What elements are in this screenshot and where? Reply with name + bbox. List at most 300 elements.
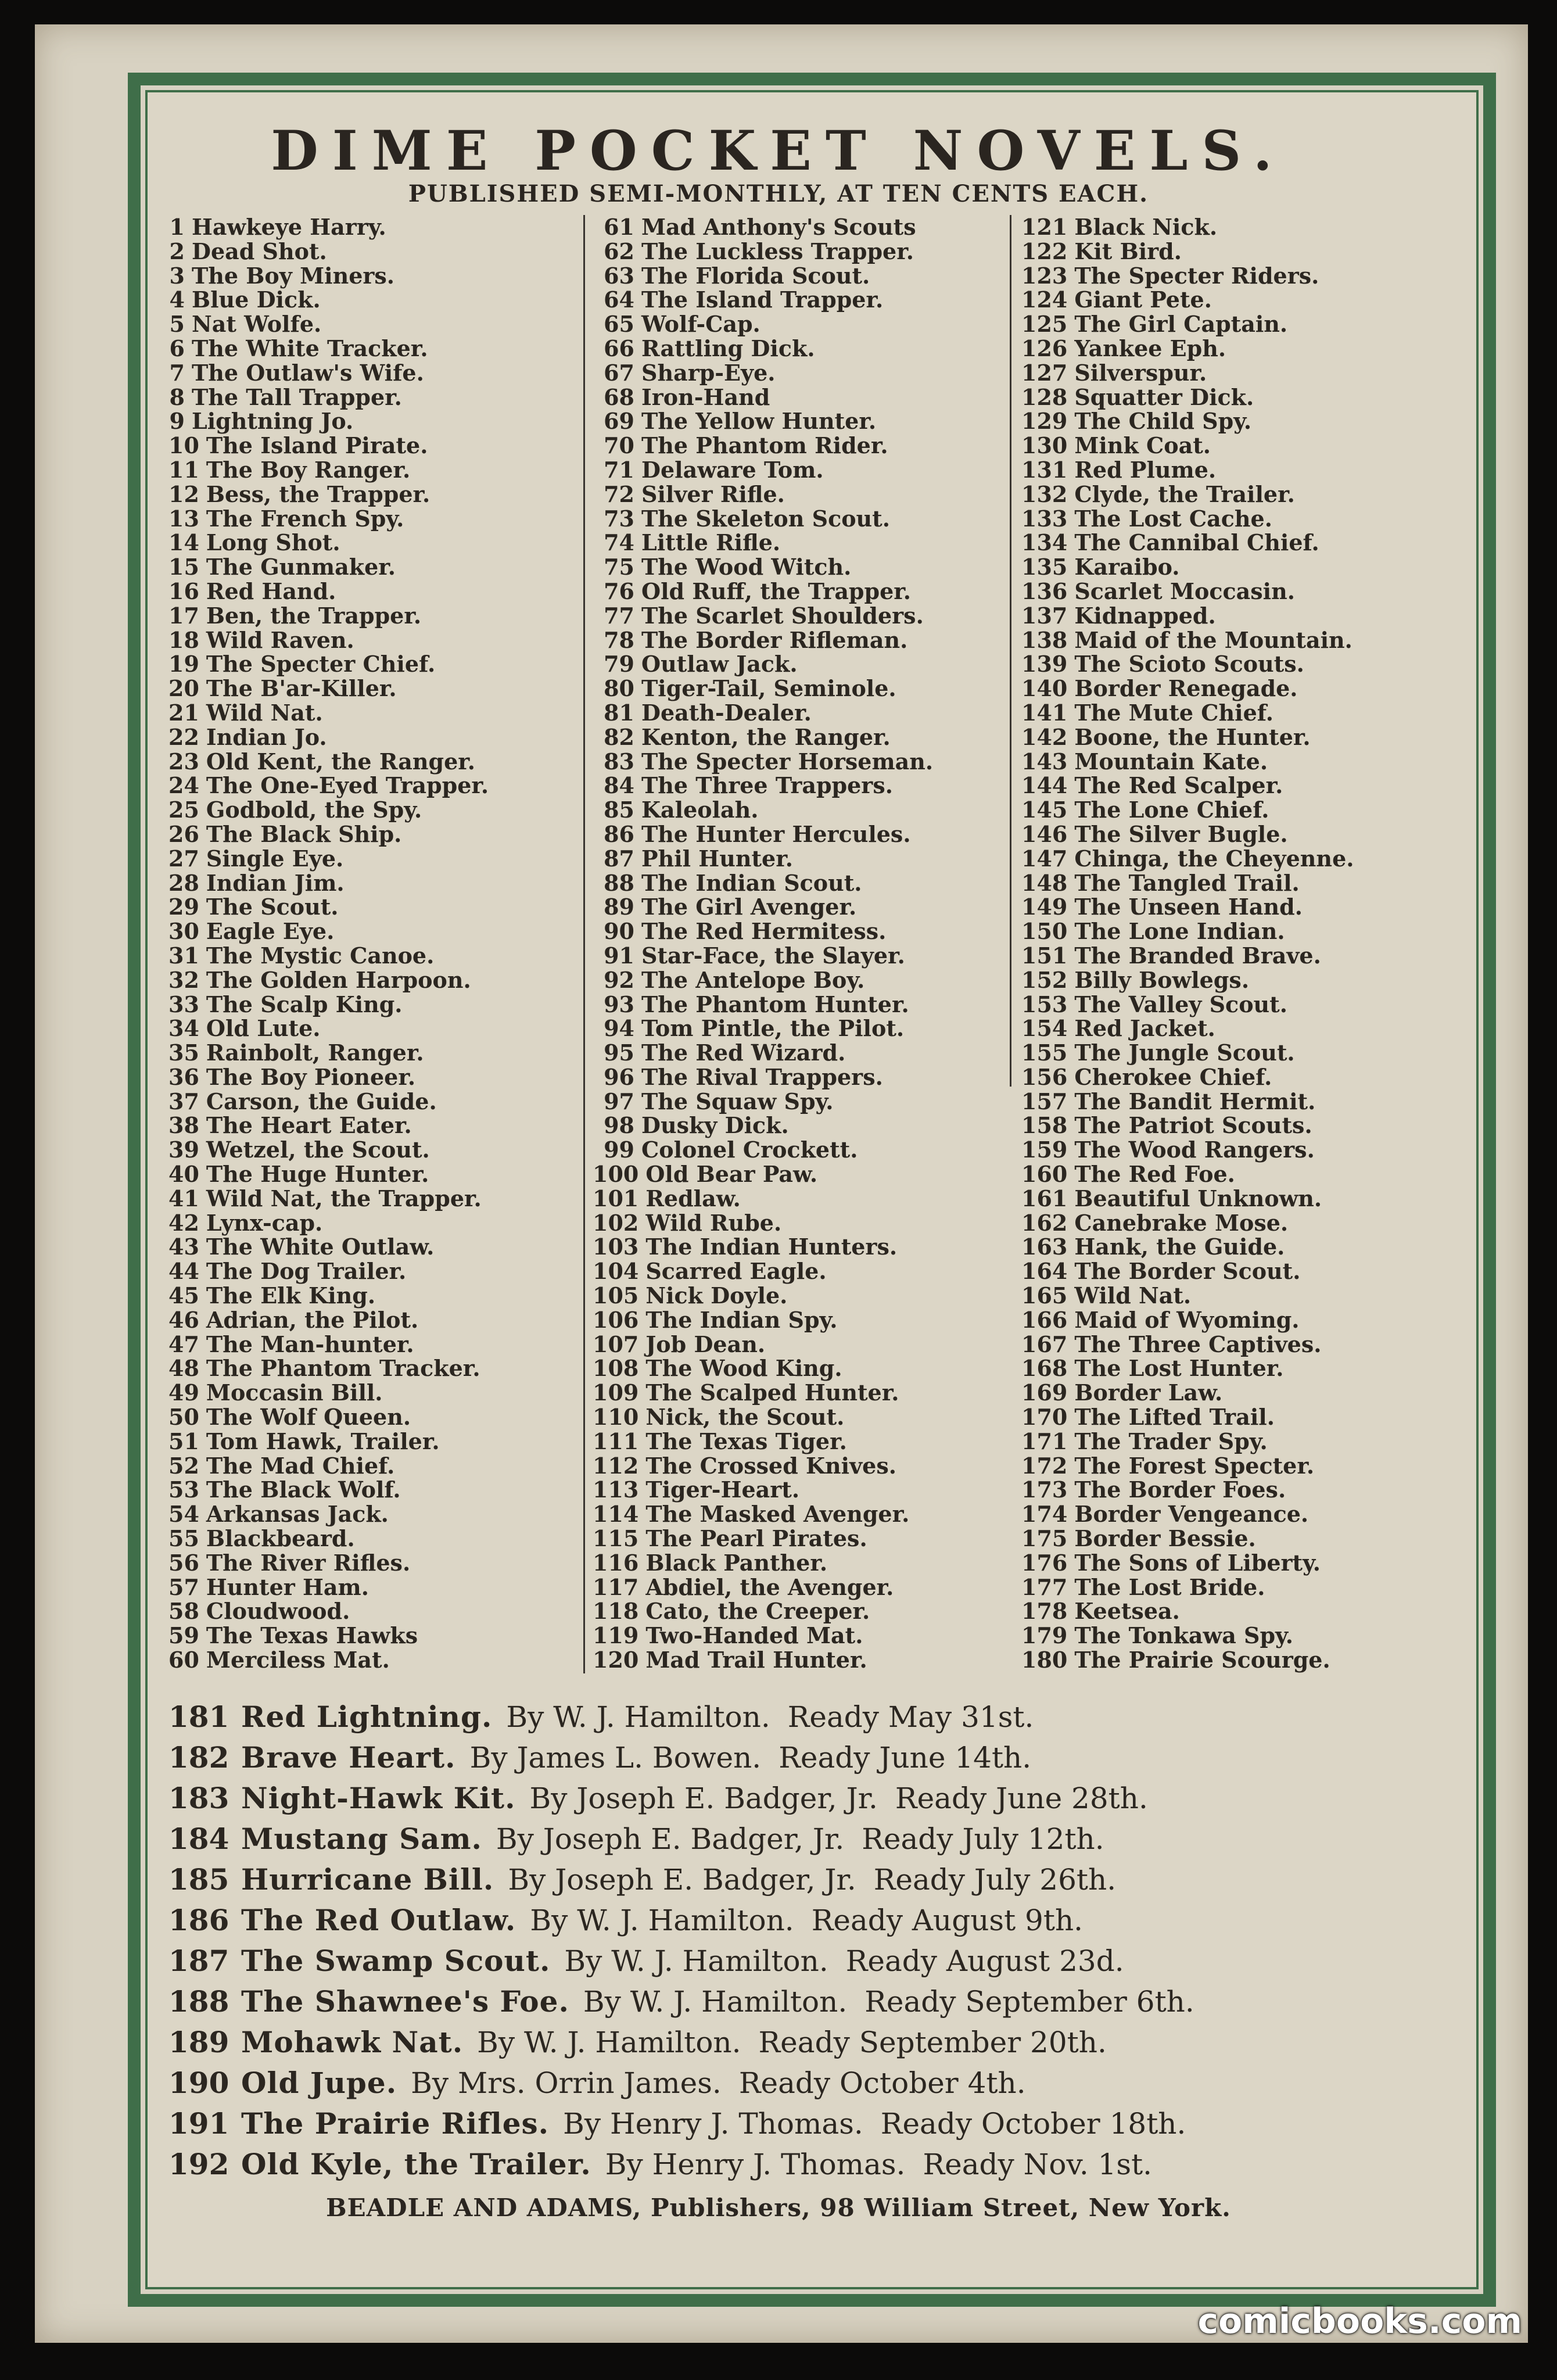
- list-item: [1021, 1187, 1354, 1211]
- list-item: [168, 676, 489, 701]
- item-number: 27: [168, 845, 199, 872]
- list-item: [593, 1089, 933, 1114]
- list-item: [593, 482, 933, 507]
- item-title: The One-Eyed Trapper.: [206, 772, 489, 799]
- list-item: [593, 628, 933, 653]
- forthcoming-item: [168, 2063, 1194, 2103]
- item-title: The Scalp King.: [206, 991, 403, 1017]
- forthcoming-author: By W. J. Hamilton.: [583, 1985, 848, 2019]
- forthcoming-ready-date: Ready August 9th.: [811, 1904, 1084, 1937]
- item-number: 162: [1021, 1209, 1068, 1236]
- item-title: Star-Face, the Slayer.: [641, 942, 905, 969]
- item-title: Silverspur.: [1074, 359, 1207, 386]
- item-title: Wild Raven.: [206, 626, 354, 653]
- forthcoming-number: 184: [168, 1822, 229, 1856]
- list-item: [168, 1138, 489, 1162]
- list-item: [168, 1332, 489, 1357]
- item-number: 97: [604, 1088, 634, 1114]
- list-item: [168, 1089, 489, 1114]
- list-item: [1021, 701, 1354, 725]
- item-title: Redlaw.: [645, 1185, 741, 1211]
- forthcoming-item: [168, 2103, 1194, 2144]
- list-item: [1021, 773, 1354, 798]
- item-title: Wolf-Cap.: [641, 311, 760, 338]
- list-item: [168, 798, 489, 822]
- item-number: 176: [1021, 1549, 1068, 1576]
- item-title: The Border Scout.: [1074, 1258, 1301, 1285]
- list-item: [1021, 1551, 1354, 1575]
- item-number: 99: [604, 1137, 634, 1163]
- item-title: Billy Bowlegs.: [1074, 966, 1250, 993]
- item-title: Nat Wolfe.: [192, 311, 322, 338]
- item-number: 12: [168, 481, 199, 507]
- item-title: The Wolf Queen.: [206, 1404, 411, 1431]
- item-title: Cloudwood.: [206, 1598, 350, 1625]
- list-item: [1021, 725, 1354, 750]
- list-item: [593, 847, 933, 871]
- item-title: The Girl Avenger.: [641, 894, 857, 920]
- forthcoming-number: 182: [168, 1740, 229, 1775]
- item-title: Karaibo.: [1074, 554, 1180, 580]
- item-title: Single Eye.: [206, 845, 344, 872]
- item-number: 69: [604, 408, 634, 435]
- list-item: [1021, 1575, 1354, 1600]
- item-number: 140: [1021, 675, 1068, 702]
- item-number: 167: [1021, 1331, 1068, 1357]
- item-title: The Scarlet Shoulders.: [641, 602, 924, 629]
- item-title: Adrian, the Pilot.: [206, 1306, 419, 1333]
- item-number: 31: [168, 942, 199, 969]
- item-number: 125: [1021, 311, 1068, 338]
- item-title: Blue Dick.: [192, 286, 321, 313]
- item-title: The French Spy.: [206, 505, 404, 532]
- item-number: 92: [604, 966, 634, 993]
- item-number: 29: [168, 894, 199, 920]
- item-title: Rainbolt, Ranger.: [206, 1040, 424, 1066]
- item-title: Scarlet Moccasin.: [1074, 578, 1295, 604]
- item-number: 32: [168, 966, 199, 993]
- item-title: Old Kent, the Ranger.: [206, 748, 476, 775]
- forthcoming-number: 192: [168, 2147, 229, 2181]
- item-title: The Phantom Tracker.: [206, 1355, 480, 1382]
- item-title: Giant Pete.: [1074, 286, 1212, 313]
- item-title: Hank, the Guide.: [1074, 1234, 1285, 1260]
- list-item: [593, 725, 933, 750]
- item-title: The Three Trappers.: [641, 772, 893, 799]
- item-number: 26: [168, 820, 199, 847]
- forthcoming-ready-date: Ready August 23d.: [845, 1944, 1124, 1978]
- item-title: Mountain Kate.: [1074, 748, 1268, 775]
- item-title: The Girl Captain.: [1074, 311, 1288, 338]
- forthcoming-title: Hurricane Bill.: [241, 1862, 494, 1897]
- item-title: Old Ruff, the Trapper.: [641, 578, 912, 604]
- list-item: [593, 944, 933, 968]
- item-number: 127: [1021, 359, 1068, 386]
- item-number: 45: [168, 1282, 199, 1309]
- item-title: The Border Foes.: [1074, 1476, 1286, 1503]
- forthcoming-number: 183: [168, 1781, 229, 1815]
- list-item: [593, 701, 933, 725]
- list-item: [593, 433, 933, 458]
- forthcoming-author: By Joseph E. Badger, Jr.: [496, 1822, 845, 1856]
- item-number: 152: [1021, 966, 1068, 993]
- list-item: [168, 992, 489, 1017]
- item-title: Old Lute.: [206, 1015, 321, 1042]
- item-title: Indian Jim.: [206, 869, 345, 896]
- item-title: The Unseen Hand.: [1074, 894, 1303, 920]
- item-title: Red Hand.: [206, 578, 336, 604]
- list-item: [593, 1454, 933, 1478]
- list-item: [593, 1284, 933, 1308]
- item-title: Wild Nat.: [206, 699, 323, 726]
- forthcoming-title: The Prairie Rifles.: [241, 2106, 550, 2141]
- list-column-2: [593, 215, 933, 1672]
- list-item: [1021, 288, 1354, 312]
- item-title: Boone, the Hunter.: [1074, 723, 1311, 750]
- list-item: [593, 676, 933, 701]
- list-item: [168, 773, 489, 798]
- item-number: 37: [168, 1088, 199, 1114]
- list-item: [1021, 531, 1354, 555]
- item-title: The Border Rifleman.: [641, 626, 908, 653]
- item-title: Abdiel, the Avenger.: [645, 1573, 894, 1600]
- item-number: 84: [604, 772, 634, 799]
- item-title: The Texas Hawks: [206, 1622, 418, 1649]
- list-item: [168, 1599, 489, 1623]
- forthcoming-title: Mohawk Nat.: [241, 2025, 464, 2059]
- item-number: 118: [593, 1598, 639, 1625]
- list-item: [168, 1041, 489, 1065]
- item-number: 64: [604, 286, 634, 313]
- item-number: 120: [593, 1647, 639, 1673]
- item-number: 109: [593, 1379, 639, 1406]
- item-title: The Rival Trappers.: [641, 1063, 883, 1090]
- list-item: [593, 1332, 933, 1357]
- item-title: Mink Coat.: [1074, 432, 1211, 459]
- item-number: 143: [1021, 748, 1068, 775]
- forthcoming-item: [168, 1778, 1194, 1819]
- list-item: [593, 1113, 933, 1138]
- forthcoming-title: The Shawnee's Foe.: [241, 1984, 569, 2019]
- item-number: 3: [169, 262, 185, 289]
- list-item: [1021, 1405, 1354, 1429]
- list-item: [1021, 1162, 1354, 1187]
- list-item: [593, 1041, 933, 1065]
- item-number: 65: [604, 311, 634, 338]
- item-title: The Phantom Hunter.: [641, 991, 909, 1017]
- item-title: Red Jacket.: [1074, 1015, 1215, 1042]
- item-number: 139: [1021, 651, 1068, 678]
- item-title: The Lifted Trail.: [1074, 1404, 1275, 1431]
- list-item: [593, 531, 933, 555]
- item-number: 47: [168, 1331, 199, 1357]
- item-number: 56: [168, 1549, 199, 1576]
- item-number: 107: [593, 1331, 639, 1357]
- item-number: 175: [1021, 1525, 1068, 1552]
- list-item: [168, 1478, 489, 1502]
- list-item: [1021, 1526, 1354, 1551]
- list-item: [593, 919, 933, 944]
- list-item: [593, 1308, 933, 1332]
- item-title: The Tall Trapper.: [192, 383, 402, 410]
- item-number: 101: [593, 1185, 639, 1211]
- forthcoming-number: 188: [168, 1984, 229, 2019]
- item-number: 61: [604, 214, 634, 240]
- item-title: Outlaw Jack.: [641, 651, 798, 678]
- item-title: Long Shot.: [206, 529, 340, 556]
- item-title: Cato, the Creeper.: [645, 1598, 870, 1625]
- list-item: [1021, 968, 1354, 992]
- list-item: [593, 652, 933, 676]
- item-number: 131: [1021, 456, 1068, 483]
- list-item: [1021, 1138, 1354, 1162]
- item-title: The Boy Ranger.: [206, 456, 411, 483]
- forthcoming-ready-date: Ready July 12th.: [862, 1822, 1104, 1856]
- item-number: 66: [604, 335, 634, 361]
- list-item: [593, 264, 933, 288]
- item-title: Wild Rube.: [645, 1209, 782, 1236]
- list-item: [593, 1429, 933, 1454]
- item-title: Delaware Tom.: [641, 456, 824, 483]
- item-number: 59: [168, 1622, 199, 1649]
- forthcoming-item: [168, 1941, 1194, 1981]
- list-item: [168, 944, 489, 968]
- item-number: 88: [604, 869, 634, 896]
- list-item: [593, 215, 933, 239]
- item-title: Hawkeye Harry.: [192, 214, 386, 240]
- item-title: The Gunmaker.: [206, 554, 396, 580]
- forthcoming-author: By W. J. Hamilton.: [564, 1944, 828, 1978]
- item-number: 137: [1021, 602, 1068, 629]
- list-item: [168, 1113, 489, 1138]
- item-number: 11: [168, 456, 199, 483]
- forthcoming-title: Brave Heart.: [241, 1740, 456, 1775]
- list-item: [168, 1623, 489, 1648]
- item-title: Tom Pintle, the Pilot.: [641, 1015, 905, 1042]
- list-item: [593, 773, 933, 798]
- list-item: [168, 1259, 489, 1284]
- list-item: [593, 1065, 933, 1089]
- forthcoming-number: 189: [168, 2025, 229, 2059]
- item-number: 15: [168, 554, 199, 580]
- item-number: 60: [168, 1647, 199, 1673]
- item-number: 156: [1021, 1063, 1068, 1090]
- list-item: [168, 847, 489, 871]
- list-item: [593, 1526, 933, 1551]
- item-number: 148: [1021, 869, 1068, 896]
- list-item: [1021, 1016, 1354, 1041]
- item-number: 70: [604, 432, 634, 459]
- item-number: 10: [168, 432, 199, 459]
- list-item: [1021, 239, 1354, 264]
- item-number: 121: [1021, 214, 1068, 240]
- item-number: 144: [1021, 772, 1068, 799]
- item-number: 57: [168, 1573, 199, 1600]
- item-number: 33: [168, 991, 199, 1017]
- item-number: 178: [1021, 1598, 1068, 1625]
- item-title: Merciless Mat.: [206, 1647, 390, 1673]
- list-item: [168, 239, 489, 264]
- item-title: The Florida Scout.: [641, 262, 870, 289]
- list-item: [593, 968, 933, 992]
- list-item: [168, 1648, 489, 1672]
- item-number: 81: [604, 699, 634, 726]
- list-column-1: [168, 215, 489, 1672]
- item-title: Death-Dealer.: [641, 699, 812, 726]
- list-item: [168, 871, 489, 895]
- item-title: The Golden Harpoon.: [206, 966, 471, 993]
- list-item: [168, 1526, 489, 1551]
- item-number: 95: [604, 1040, 634, 1066]
- item-number: 161: [1021, 1185, 1068, 1211]
- item-title: Silver Rifle.: [641, 481, 785, 507]
- item-number: 38: [168, 1112, 199, 1139]
- item-title: Old Bear Paw.: [645, 1161, 818, 1188]
- list-item: [168, 895, 489, 919]
- list-item: [168, 1502, 489, 1526]
- forthcoming-author: By Henry J. Thomas.: [605, 2148, 906, 2181]
- item-title: Canebrake Mose.: [1074, 1209, 1289, 1236]
- item-title: The Sons of Liberty.: [1074, 1549, 1321, 1576]
- item-title: Phil Hunter.: [641, 845, 793, 872]
- item-title: Border Law.: [1074, 1379, 1223, 1406]
- list-item: [593, 1138, 933, 1162]
- forthcoming-number: 185: [168, 1862, 229, 1897]
- list-item: [593, 822, 933, 847]
- list-item: [1021, 871, 1354, 895]
- item-title: The White Tracker.: [192, 335, 428, 361]
- item-number: 146: [1021, 820, 1068, 847]
- item-number: 134: [1021, 529, 1068, 556]
- forthcoming-title: The Red Outlaw.: [241, 1903, 516, 1937]
- item-title: Two-Handed Mat.: [645, 1622, 863, 1649]
- item-title: Kit Bird.: [1074, 238, 1182, 264]
- item-number: 136: [1021, 578, 1068, 604]
- list-item: [1021, 676, 1354, 701]
- list-item: [168, 361, 489, 385]
- list-item: [593, 1259, 933, 1284]
- list-item: [1021, 507, 1354, 531]
- forthcoming-item: [168, 1737, 1194, 1778]
- list-item: [1021, 895, 1354, 919]
- item-title: Dusky Dick.: [641, 1112, 789, 1139]
- item-number: 20: [168, 675, 199, 702]
- item-title: The Phantom Rider.: [641, 432, 888, 459]
- item-title: The Pearl Pirates.: [645, 1525, 867, 1552]
- item-title: Black Panther.: [645, 1549, 828, 1576]
- item-title: Moccasin Bill.: [206, 1379, 383, 1406]
- item-title: The Scout.: [206, 894, 339, 920]
- item-title: Kidnapped.: [1074, 602, 1216, 629]
- list-item: [168, 579, 489, 604]
- item-number: 43: [168, 1234, 199, 1260]
- item-number: 100: [593, 1161, 639, 1188]
- item-number: 9: [169, 408, 185, 435]
- item-number: 90: [604, 918, 634, 945]
- item-number: 172: [1021, 1452, 1068, 1479]
- item-number: 106: [593, 1306, 639, 1333]
- list-item: [168, 652, 489, 676]
- item-number: 158: [1021, 1112, 1068, 1139]
- item-title: The Specter Horseman.: [641, 748, 934, 775]
- item-title: Border Vengeance.: [1074, 1501, 1309, 1528]
- forthcoming-ready-date: Ready October 18th.: [880, 2107, 1186, 2141]
- forthcoming-ready-date: Ready September 20th.: [758, 2026, 1107, 2059]
- list-item: [593, 1187, 933, 1211]
- item-title: The Mute Chief.: [1074, 699, 1273, 726]
- item-number: 163: [1021, 1234, 1068, 1260]
- list-item: [168, 215, 489, 239]
- item-number: 83: [604, 748, 634, 775]
- list-item: [593, 1551, 933, 1575]
- list-item: [168, 531, 489, 555]
- forthcoming-ready-date: Ready September 6th.: [864, 1985, 1194, 2019]
- list-item: [1021, 1332, 1354, 1357]
- item-number: 89: [604, 894, 634, 920]
- column-divider: [1010, 215, 1011, 1087]
- item-title: The Wood King.: [645, 1355, 842, 1382]
- item-number: 36: [168, 1063, 199, 1090]
- forthcoming-title: Night-Hawk Kit.: [241, 1781, 516, 1815]
- forthcoming-title: Red Lightning.: [241, 1700, 493, 1734]
- item-number: 130: [1021, 432, 1068, 459]
- list-item: [593, 239, 933, 264]
- list-item: [1021, 1356, 1354, 1381]
- list-item: [1021, 1308, 1354, 1332]
- item-title: The Jungle Scout.: [1074, 1040, 1295, 1066]
- item-title: The Masked Avenger.: [645, 1501, 910, 1528]
- item-title: Tiger-Heart.: [645, 1476, 800, 1503]
- item-number: 19: [168, 651, 199, 678]
- item-number: 30: [168, 918, 199, 945]
- item-number: 58: [168, 1598, 199, 1625]
- item-title: The Man-hunter.: [206, 1331, 414, 1357]
- item-title: The Branded Brave.: [1074, 942, 1321, 969]
- page-title: DIME POCKET NOVELS.: [271, 119, 1286, 183]
- list-item: [1021, 385, 1354, 410]
- forthcoming-ready-date: Ready July 26th.: [873, 1863, 1117, 1897]
- item-number: 8: [169, 383, 185, 410]
- list-item: [168, 1405, 489, 1429]
- item-number: 142: [1021, 723, 1068, 750]
- item-title: Beautiful Unknown.: [1074, 1185, 1322, 1211]
- item-number: 67: [604, 359, 634, 386]
- item-number: 77: [604, 602, 634, 629]
- forthcoming-item: [168, 2022, 1194, 2063]
- item-number: 86: [604, 820, 634, 847]
- item-number: 129: [1021, 408, 1068, 435]
- forthcoming-author: By Mrs. Orrin James.: [411, 2066, 722, 2100]
- item-title: The Scalped Hunter.: [645, 1379, 899, 1406]
- item-title: Godbold, the Spy.: [206, 797, 422, 823]
- item-number: 166: [1021, 1306, 1068, 1333]
- item-title: Job Dean.: [645, 1331, 766, 1357]
- item-number: 79: [604, 651, 634, 678]
- item-title: The Dog Trailer.: [206, 1258, 407, 1285]
- item-number: 128: [1021, 383, 1068, 410]
- item-title: The Prairie Scourge.: [1074, 1647, 1330, 1673]
- item-number: 22: [168, 723, 199, 750]
- item-title: The Lost Bride.: [1074, 1573, 1265, 1600]
- list-item: [1021, 264, 1354, 288]
- list-item: [1021, 458, 1354, 482]
- item-title: Keetsea.: [1074, 1598, 1180, 1625]
- item-title: Eagle Eye.: [206, 918, 335, 945]
- publisher-line: BEADLE AND ADAMS, Publishers, 98 William Street, New York.: [326, 2193, 1231, 2222]
- item-number: 154: [1021, 1015, 1068, 1042]
- list-item: [593, 1405, 933, 1429]
- item-title: The Huge Hunter.: [206, 1161, 429, 1188]
